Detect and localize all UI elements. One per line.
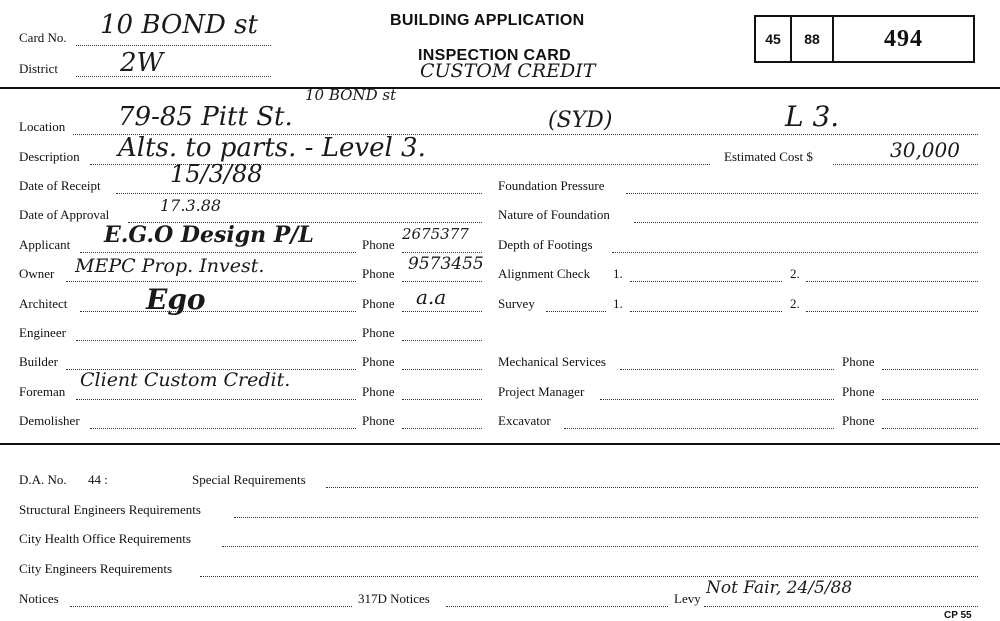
da-no-label: D.A. No. [19,472,67,487]
demolisher-dotline [90,428,356,429]
owner-value: MEPC Prop. Invest. [75,255,265,277]
structural-dotline [234,517,978,518]
project-manager-dotline [600,399,834,400]
location-above: 10 BOND st [305,86,397,104]
form-subtitle: INSPECTION CARD [418,47,571,64]
location-extra: L 3. [785,100,840,133]
da-no-value: 44 : [88,472,108,487]
health-dotline [222,546,978,547]
depth-footings-label: Depth of Footings [498,237,593,252]
alignment-2-label: 2. [790,266,800,281]
levy-label: Levy [674,591,701,606]
levy-dotline [704,606,978,607]
engineer-dotline [76,340,356,341]
card-number: 494 [884,25,923,52]
survey-lead-dotline [546,311,606,312]
engineer-phone-dotline [402,340,482,341]
demolisher-phone-dotline [402,428,482,429]
special-req-label: Special Requirements [192,472,306,487]
owner-phone-label: Phone [362,266,395,281]
engineer-phone-label: Phone [362,325,395,340]
description-label: Description [19,149,80,164]
card-no-dotline [76,45,271,46]
alignment-2-dotline [806,281,978,282]
notices-dotline [70,606,352,607]
date-receipt-label: Date of Receipt [19,178,101,193]
location-value: 79-85 Pitt St. [118,102,293,132]
applicant-phone-value: 2675377 [402,225,469,243]
card-number-box [754,15,975,63]
mechanical-label: Mechanical Services [498,354,606,369]
date-approval-label: Date of Approval [19,207,110,222]
city-eng-label: City Engineers Requirements [19,561,173,576]
survey-1-label: 1. [613,296,623,311]
builder-label: Builder [19,354,58,369]
estimated-cost-value: 30,000 [890,138,960,162]
foreman-phone-label: Phone [362,384,395,399]
foreman-label: Foreman [19,384,66,399]
description-value: Alts. to parts. - Level 3. [118,133,426,163]
foreman-phone-dotline [402,399,482,400]
city-eng-dotline [200,576,978,577]
location-paren: (SYD) [548,108,613,133]
owner-phone-value: 9573455 [408,254,484,274]
engineer-label: Engineer [19,325,66,340]
structural-label: Structural Engineers Requirements [19,502,201,517]
builder-phone-label: Phone [362,354,395,369]
architect-dotline [80,311,356,312]
alignment-1-label: 1. [613,266,623,281]
applicant-label: Applicant [19,237,71,252]
demolisher-phone-label: Phone [362,413,395,428]
location-label: Location [19,119,66,134]
district-value: 2W [120,48,164,78]
excavator-dotline [564,428,834,429]
survey-label: Survey [498,296,535,311]
notices-317d-label: 317D Notices [358,591,430,606]
architect-phone-dotline [402,311,482,312]
title-annotation: CUSTOM CREDIT [420,60,596,82]
notices-label: Notices [19,591,59,606]
health-label: City Health Office Requirements [19,531,191,546]
header-divider [0,87,1000,89]
card-no-label: Card No. [19,30,67,45]
district-dotline [76,76,271,77]
alignment-1-dotline [630,281,782,282]
foundation-pressure-label: Foundation Pressure [498,178,605,193]
date-receipt-dotline [116,193,482,194]
architect-phone-value: a.a [416,285,447,309]
excavator-label: Excavator [498,413,551,428]
nature-foundation-dotline [634,222,978,223]
alignment-check-label: Alignment Check [498,266,591,281]
footer-divider [0,443,1000,445]
survey-1-dotline [630,311,782,312]
builder-phone-dotline [402,369,482,370]
form-title: BUILDING APPLICATION [390,12,585,29]
architect-phone-label: Phone [362,296,395,311]
excavator-phone-label: Phone [842,413,875,428]
architect-value: Ego [146,283,206,316]
applicant-dotline [80,252,356,253]
applicant-value: E.G.O Design P/L [104,222,314,248]
project-manager-phone-dotline [882,399,978,400]
mechanical-phone-label: Phone [842,354,875,369]
notices-317d-dotline [446,606,668,607]
project-manager-label: Project Manager [498,384,585,399]
estimated-cost-dotline [833,164,978,165]
district-label: District [19,61,58,76]
owner-dotline [66,281,356,282]
levy-value: Not Fair, 24/5/88 [706,578,853,598]
foreman-value: Client Custom Credit. [80,369,291,391]
demolisher-label: Demolisher [19,413,80,428]
card-no-value: 10 BOND st [100,10,258,40]
mechanical-phone-dotline [882,369,978,370]
date-approval-value: 17.3.88 [160,196,222,215]
survey-2-dotline [806,311,978,312]
foundation-pressure-dotline [626,193,978,194]
date-receipt-value: 15/3/88 [170,160,263,188]
box-cell-2: 88 [792,17,834,61]
survey-2-label: 2. [790,296,800,311]
architect-label: Architect [19,296,68,311]
applicant-phone-dotline [402,252,482,253]
owner-label: Owner [19,266,55,281]
excavator-phone-dotline [882,428,978,429]
estimated-cost-label: Estimated Cost $ [724,149,813,164]
nature-foundation-label: Nature of Foundation [498,207,610,222]
project-manager-phone-label: Phone [842,384,875,399]
form-code: CP 55 [944,610,972,621]
mechanical-dotline [620,369,834,370]
special-req-dotline [326,487,978,488]
foreman-dotline [76,399,356,400]
owner-phone-dotline [402,281,482,282]
box-cell-1: 45 [756,17,792,61]
applicant-phone-label: Phone [362,237,395,252]
depth-footings-dotline [612,252,978,253]
